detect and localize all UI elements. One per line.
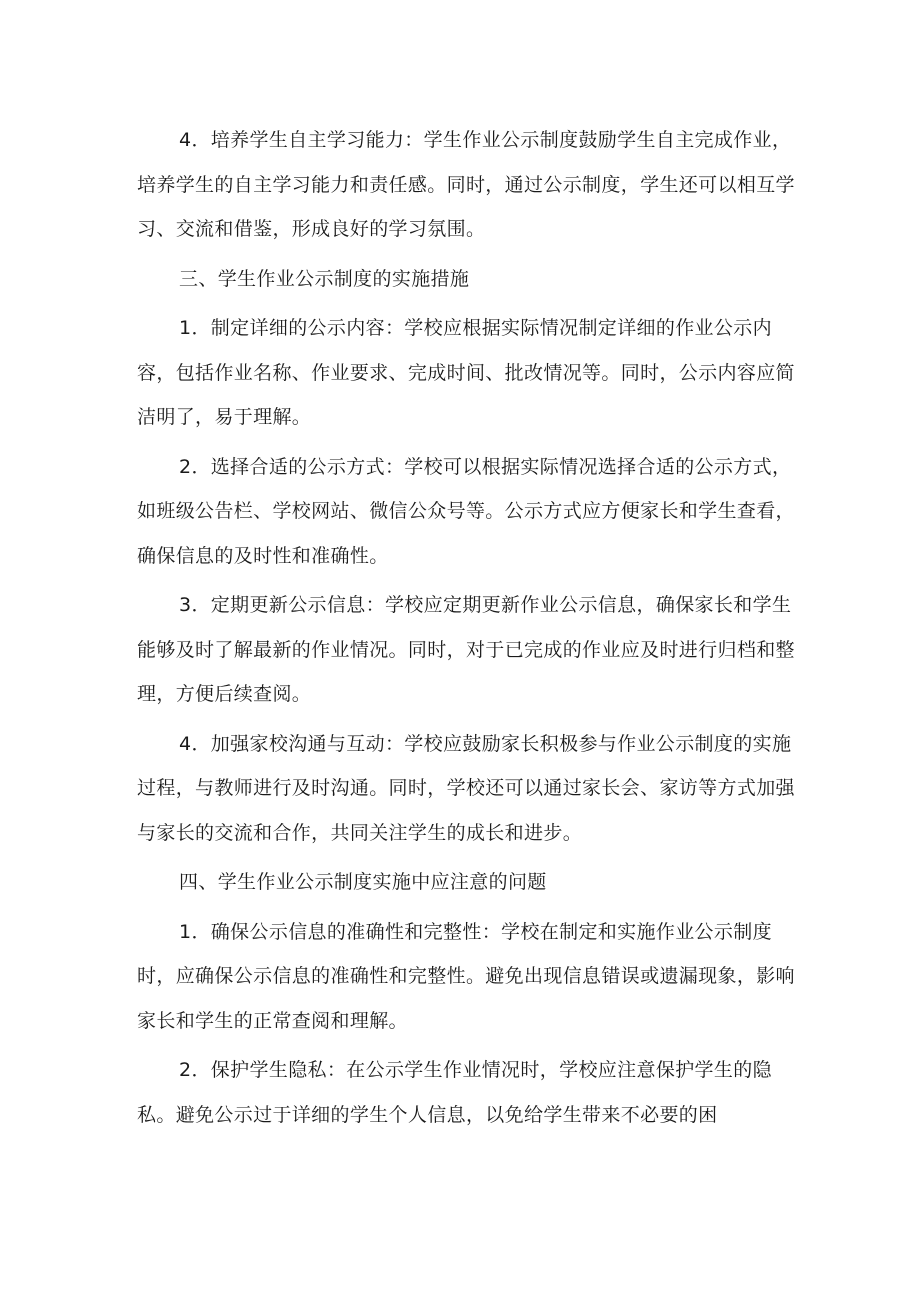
paragraph-issue-2: 2．保护学生隐私：在公示学生作业情况时，学校应注意保护学生的隐私。避免公示过于详细的学生个人信息，以免给学生带来不必要的困 <box>137 1059 772 1126</box>
paragraph-issue-1: 1．确保公示信息的准确性和完整性：学校在制定和实施作业公示制度时，应确保公示信息的准确性和完整性。避免出现信息错误或遗漏现象，影响家长和学生的正常查阅和理解。 <box>137 920 795 1032</box>
paragraph-measure-2: 2．选择合适的公示方式：学校可以根据实际情况选择合适的公示方式，如班级公告栏、学校网站、微信公众号等。公示方式应方便家长和学生查看，确保信息的及时性和准确性。 <box>137 455 795 567</box>
section-heading-3: 三、学生作业公示制度的实施措施 <box>179 267 470 290</box>
paragraph-measure-4: 4．加强家校沟通与互动：学校应鼓励家长积极参与作业公示制度的实施过程，与教师进行及时沟通。同时，学校还可以通过家长会、家访等方式加强与家长的交流和合作，共同关注学生的成长和进步。 <box>137 732 795 844</box>
paragraph-measure-3: 3．定期更新公示信息：学校应定期更新作业公示信息，确保家长和学生能够及时了解最新的作业情况。同时，对于已完成的作业应及时进行归档和整理，方便后续查阅。 <box>137 594 795 705</box>
paragraph-measure-1: 1．制定详细的公示内容：学校应根据实际情况制定详细的作业公示内容，包括作业名称、作业要求、完成时间、批改情况等。同时，公示内容应简洁明了，易于理解。 <box>137 317 795 428</box>
paragraph-item-4-autonomous-learning: 4．培养学生自主学习能力：学生作业公示制度鼓励学生自主完成作业，培养学生的自主学习能力和责任感。同时，通过公示制度，学生还可以相互学习、交流和借鉴，形成良好的学习氛围。 <box>137 129 795 240</box>
section-heading-4: 四、学生作业公示制度实施中应注意的问题 <box>179 871 547 893</box>
